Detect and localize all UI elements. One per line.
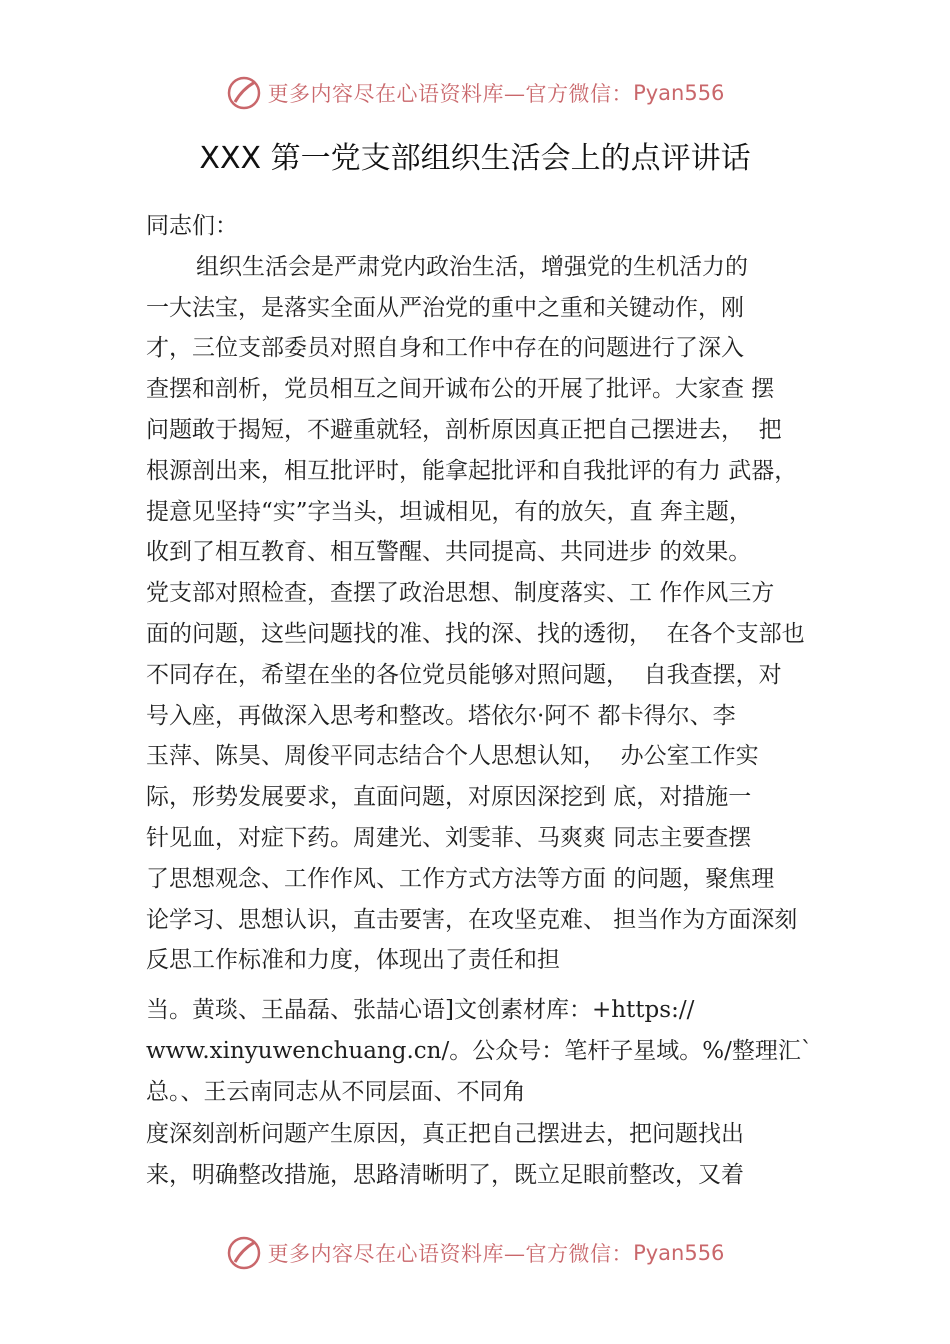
body-line: 查摆和剖析，党员相互之间开诚布公的开展了批评。大家查 摆 [146,376,775,402]
body-line: 不同存在，希望在坐的各位党员能够对照问题， 自我查摆，对 [146,662,782,688]
body-line: 总。、王云南同志从不同层面、不同角 [146,1079,526,1105]
watermark-header [0,68,950,118]
body-line: 论学习、思想认识，直击要害，在攻坚克难、 担当作为方面深刻 [146,907,798,933]
body-line: 针见血，对症下药。周建光、刘雯菲、马爽爽 同志主要查摆 [146,825,752,851]
body-line: 才，三位支部委员对照自身和工作中存在的问题进行了深入 [146,335,744,361]
body-line: 党支部对照检查，查摆了政治思想、制度落实、工 作作风三方 [146,580,775,606]
body-line: 来，明确整改措施，思路清晰明了，既立足眼前整改，又着 [146,1162,744,1188]
greeting-line: 同志们： [146,213,238,239]
body-line: 收到了相互教育、相互警醒、共同提高、共同进步 的效果。 [146,539,752,565]
page-title: XXX 第一党支部组织生活会上的点评讲话 [199,141,751,176]
body-line: 组织生活会是严肃党内政治生活，增强党的生机活力的 [196,254,748,280]
watermark-id: Pyan556 [633,81,725,105]
watermark-footer [0,1228,950,1278]
body-line: 反思工作标准和力度，体现出了责任和担 [146,947,560,973]
body-line: 根源剖出来，相互批评时，能拿起批评和自我批评的有力 武器， [146,458,798,484]
brand-logo-icon [226,75,262,111]
body-line: 度深刻剖析问题产生原因，真正把自己摆进去，把问题找出 [146,1121,744,1147]
body-line: 了思想观念、工作作风、工作方式方法等方面 的问题，聚焦理 [146,866,775,892]
body-line: 际，形势发展要求，直面问题，对原因深挖到 底，对措施一 [146,784,752,810]
watermark-id: Pyan556 [633,1241,725,1265]
body-line: www.xinyuwenchuang.cn/。公众号：笔杆子星域。%/整理汇` [146,1038,813,1064]
body-line: 号入座，再做深入思考和整改。塔依尔·阿不 都卡得尔、李 [146,703,736,729]
brand-logo-icon [226,1235,262,1271]
body-line: 当。黄琰、王晶磊、张喆心语]文创素材库：+https:// [146,997,695,1023]
body-line: 问题敢于揭短，不避重就轻，剖析原因真正把自己摆进去， 把 [146,417,782,443]
body-line: 一大法宝，是落实全面从严治党的重中之重和关键动作，刚 [146,295,744,321]
watermark-text: 更多内容尽在心语资料库—官方微信： [267,82,634,106]
body-line: 提意见坚持“实”字当头，坦诚相见，有的放矢，直 奔主题， [146,499,752,525]
body-line: 面的问题，这些问题找的准、找的深、找的透彻， 在各个支部也 [146,621,805,647]
watermark-text: 更多内容尽在心语资料库—官方微信： [267,1242,634,1266]
body-line: 玉萍、陈昊、周俊平同志结合个人思想认知， 办公室工作实 [146,743,759,769]
